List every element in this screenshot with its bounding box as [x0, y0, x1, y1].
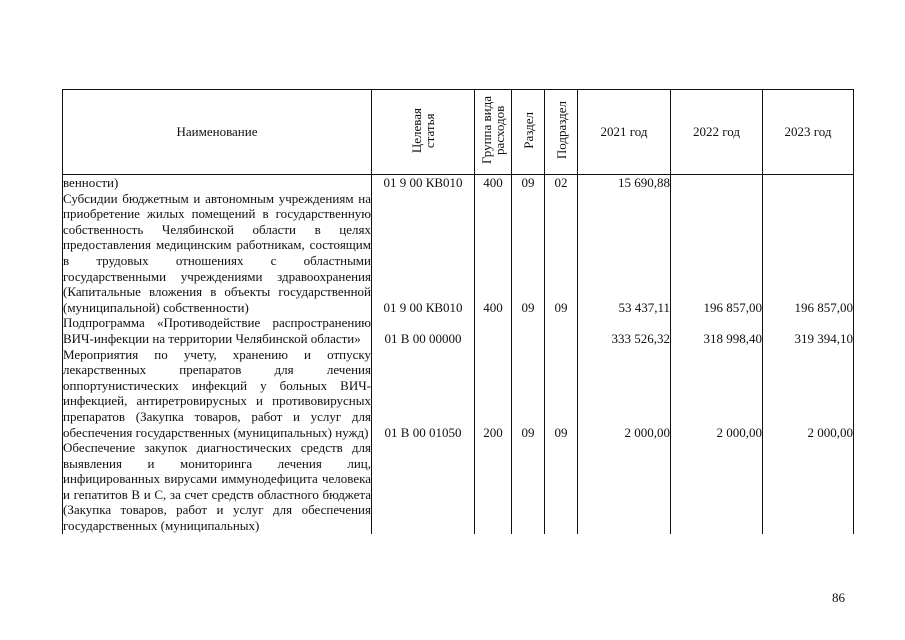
row-2021	[578, 440, 671, 534]
row-2022: 318 998,40	[671, 315, 763, 346]
row-podrazdel	[545, 440, 578, 534]
row-target: 01 В 00 00000	[372, 315, 475, 346]
row-2023: 196 857,00	[763, 191, 854, 316]
row-target: 01 9 00 КВ010	[372, 191, 475, 316]
row-podrazdel: 09	[545, 347, 578, 441]
row-podrazdel: 09	[545, 191, 578, 316]
row-name: Подпрограмма «Противодействие распространению ВИЧ-инфекции на территории Челябинской области»	[63, 315, 371, 346]
header-razdel: Раздел	[512, 90, 545, 175]
row-2023	[763, 440, 854, 534]
row-name: Обеспечение закупок диагностических средств для выявления и мониторинга лечения лиц, инфицированных вирусами иммунодефицита человека и гепатитов В и С, за счет средств областного бюджета (Закупка товаров, работ и услуг для обеспечения государственных (муниципальных)	[63, 440, 371, 534]
row-group	[475, 315, 512, 346]
row-group	[475, 440, 512, 534]
row-2022: 2 000,00	[671, 347, 763, 441]
row-group: 400	[475, 175, 512, 191]
row-razdel	[512, 315, 545, 346]
row-2022: 196 857,00	[671, 191, 763, 316]
row-2023: 2 000,00	[763, 347, 854, 441]
row-podrazdel	[545, 315, 578, 346]
row-razdel	[512, 440, 545, 534]
row-2023	[763, 175, 854, 191]
table-row	[63, 175, 854, 191]
table-row	[63, 347, 854, 441]
header-podrazdel: Подраздел	[545, 90, 578, 175]
row-group: 200	[475, 347, 512, 441]
row-target: 01 В 00 01050	[372, 347, 475, 441]
row-2023: 319 394,10	[763, 315, 854, 346]
page-number: 86	[832, 590, 845, 605]
table-header-row	[63, 90, 854, 175]
table-row	[63, 315, 854, 346]
row-name: Мероприятия по учету, хранению и отпуску лекарственных препаратов для лечения оппортунистических инфекций у больных ВИЧ-инфекцией, антиретровирусных и противовирусных препаратов (Закупка товаров, работ и услуг для обеспечения государственных (муниципальных) нужд)	[63, 346, 371, 440]
row-2021: 53 437,11	[578, 191, 671, 316]
row-name: венности)	[63, 175, 372, 191]
header-2022: 2022 год	[671, 90, 763, 175]
row-podrazdel: 02	[545, 175, 578, 191]
header-group: Группа вида расходов	[475, 90, 512, 175]
row-target	[372, 440, 475, 534]
row-razdel: 09	[512, 347, 545, 441]
row-group: 400	[475, 191, 512, 316]
row-2021: 2 000,00	[578, 347, 671, 441]
table-row	[63, 440, 854, 534]
row-razdel: 09	[512, 191, 545, 316]
header-target: Целевая статья	[372, 90, 475, 175]
row-2022	[671, 440, 763, 534]
table-row	[63, 191, 854, 316]
row-2022	[671, 175, 763, 191]
row-2021: 15 690,88	[578, 175, 671, 191]
row-razdel: 09	[512, 175, 545, 191]
budget-table	[62, 89, 854, 534]
row-2021: 333 526,32	[578, 315, 671, 346]
header-2023: 2023 год	[763, 90, 854, 175]
header-name: Наименование	[63, 90, 372, 175]
row-name: Субсидии бюджетным и автономным учреждениям на приобретение жилых помещений в государственную собственность Челябинской области в целях предоставления медицинским работникам, состоящим в трудовых отношениях с областными государственными учреждениями здравоохранения (Капитальные вложения в объекты государственной (муниципальной) собственности)	[63, 190, 371, 315]
header-2021: 2021 год	[578, 90, 671, 175]
row-target: 01 9 00 КВ010	[372, 175, 475, 191]
